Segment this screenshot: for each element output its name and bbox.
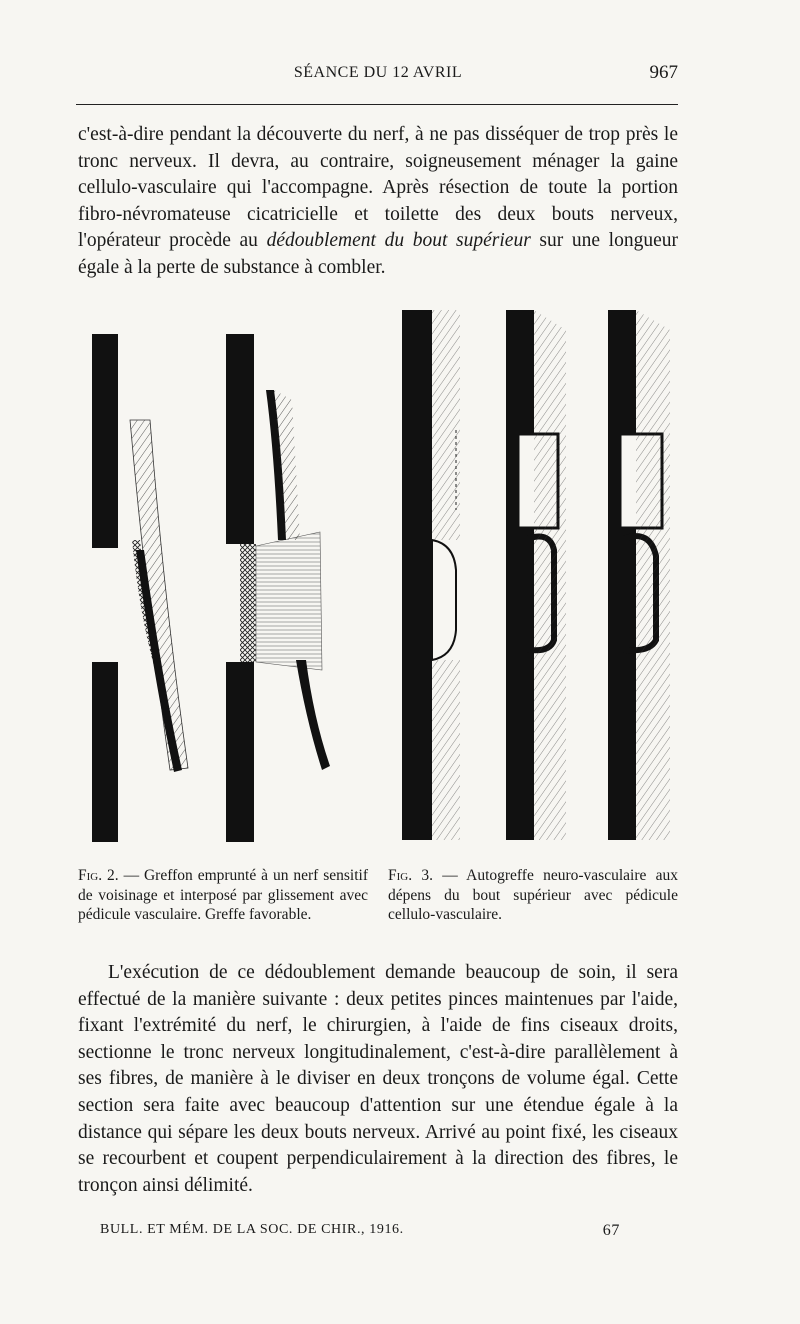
paragraph-1-italic: dédoublement du bout supérieur (266, 230, 531, 252)
nerve-lower-stump (92, 662, 118, 842)
page-footer (100, 1222, 620, 1238)
paragraph-1 (78, 122, 678, 282)
figure-3-drawing (402, 310, 670, 840)
nerve-upper-stump (92, 334, 118, 548)
paragraph-1-text-b: sur une longueur égale à la perte de substance à combler. (78, 230, 678, 278)
figure-3-caption (388, 866, 678, 925)
running-header (78, 64, 678, 90)
paragraph-2: L'exécution de ce dédoublement demande beaucoup de soin, il sera effectué de la manière suivante : deux petites pinces maintenues par l'aide, fixant l'extrémité du nerf, le chirurgien, à l'aide de fins ciseaux droits, sectionne le tronc nerveux longitudinalement, c'est-à-dire parallèlement à ses fibres, de manière à le diviser en deux tronçons de volume égal. Cette section sera faite avec beaucoup d'attention sur une étendue égale à la distance qui sépare les deux bouts nerveux. Arrivé au point fixé, les ciseaux se recourbent et coupent perpendiculairement à la direction des fibres, le tronçon ainsi délimité. (78, 962, 678, 1196)
figure-2-label: Fig. 2. (78, 867, 119, 884)
header-rule (76, 104, 678, 105)
footer-source: BULL. ET MÉM. DE LA SOC. DE CHIR., 1916. (100, 1222, 404, 1237)
figure-3-label: Fig. 3. (388, 867, 433, 884)
footer-signature: 67 (602, 1222, 620, 1239)
figure-2-caption-text: — Greffon emprunté à un nerf sensitif de voisinage et interposé par glissement avec pédicule vasculaire. Greffe favorable. (78, 867, 369, 923)
figure-3-caption-text: — Autogreffe neuro-vasculaire aux dépens du bout supérieur avec pédicule cellulo-vasculaire. (388, 867, 678, 923)
figure-2-caption (78, 866, 368, 925)
running-title: SÉANCE DU 12 AVRIL (293, 64, 463, 81)
figures-illustration (60, 300, 720, 860)
page-number: 967 (649, 62, 678, 83)
paragraph-1-text-a: c'est-à-dire pendant la découverte du nerf, à ne pas disséquer de trop près le tronc nerveux. Il devra, au contraire, soigneusement ménager la gaine cellulo-vasculaire qui l'accompagne. Après résection de toute la portion fibro-névromateuse cicatricielle et toilette des deux bouts nerveux, l'opérateur procède au (78, 124, 678, 252)
figure-2-drawing (92, 334, 330, 842)
